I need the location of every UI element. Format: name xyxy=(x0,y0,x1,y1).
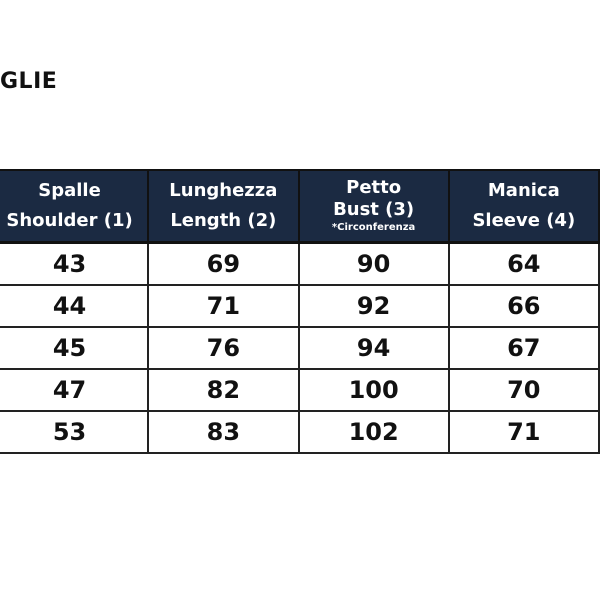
table-cell: 47 xyxy=(0,369,148,411)
table-cell: 90 xyxy=(299,243,449,286)
table-cell: 67 xyxy=(449,327,599,369)
table-cell: 53 xyxy=(0,411,148,453)
table-row xyxy=(0,369,599,411)
table-cell: 69 xyxy=(148,243,299,286)
table-cell: 76 xyxy=(148,327,299,369)
header-sleeve xyxy=(449,170,599,243)
header-label-english: Bust (3) xyxy=(333,199,415,220)
table-cell: 71 xyxy=(449,411,599,453)
header-length xyxy=(148,170,299,243)
table-cell: 44 xyxy=(0,285,148,327)
table-cell: 45 xyxy=(0,327,148,369)
table-row xyxy=(0,285,599,327)
header-label-english: Sleeve (4) xyxy=(472,210,576,231)
header-label-english: Length (2) xyxy=(170,210,277,231)
size-table-container xyxy=(0,169,600,454)
page-title: GLIE xyxy=(0,69,58,94)
table-cell: 100 xyxy=(299,369,449,411)
table-cell: 71 xyxy=(148,285,299,327)
header-note: *Circonferenza xyxy=(331,222,416,233)
header-label-italian: Spalle xyxy=(38,180,101,201)
table-cell: 64 xyxy=(449,243,599,286)
table-cell: 92 xyxy=(299,285,449,327)
table-cell: 43 xyxy=(0,243,148,286)
table-row xyxy=(0,411,599,453)
table-row xyxy=(0,243,599,286)
table-cell: 70 xyxy=(449,369,599,411)
table-header-row xyxy=(0,170,599,243)
header-label-italian: Petto xyxy=(346,177,402,198)
header-shoulder xyxy=(0,170,148,243)
table-cell: 94 xyxy=(299,327,449,369)
header-bust xyxy=(299,170,449,243)
header-label-italian: Lunghezza xyxy=(169,180,278,201)
header-label-italian: Manica xyxy=(487,180,560,201)
table-cell: 83 xyxy=(148,411,299,453)
table-cell: 66 xyxy=(449,285,599,327)
size-table xyxy=(0,169,600,454)
header-label-english: Shoulder (1) xyxy=(6,210,133,231)
table-cell: 102 xyxy=(299,411,449,453)
table-row xyxy=(0,327,599,369)
table-cell: 82 xyxy=(148,369,299,411)
